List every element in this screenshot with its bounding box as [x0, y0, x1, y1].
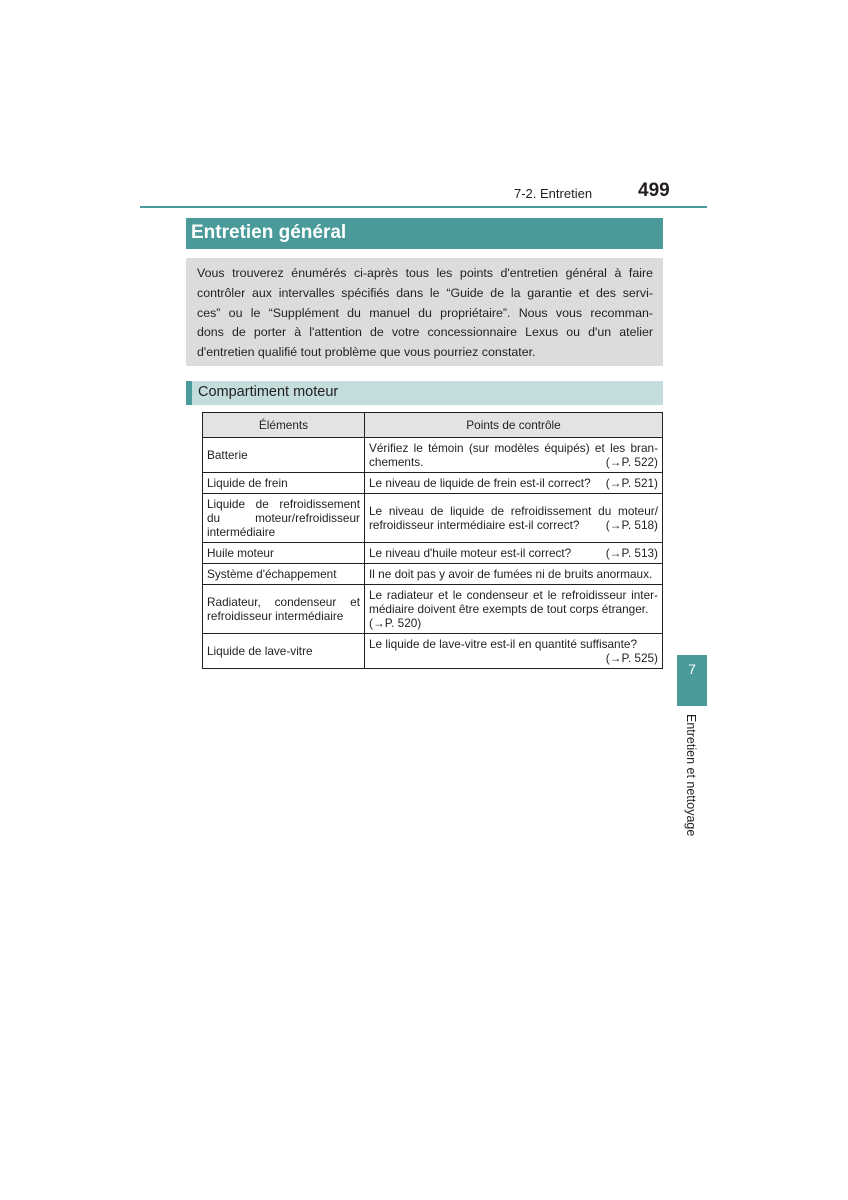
check-cell	[365, 438, 663, 473]
page-reference: (→P. 513)	[605, 546, 658, 560]
maintenance-table	[202, 412, 663, 669]
intro-line: contrôler aux intervalles spécifiés dans le “Guide de la garantie et des servi-	[197, 285, 653, 300]
check-line: Le radiateur et le condenseur et le refroidisseur inter-	[369, 588, 658, 602]
check-cell	[365, 494, 663, 543]
check-line: Le niveau d'huile moteur est-il correct?	[369, 546, 572, 560]
page-reference: (→P. 522)	[605, 455, 658, 469]
intro-line: ces” ou le “Supplément du manuel du propriétaire”. Nous vous recomman-	[197, 305, 653, 320]
table-row	[203, 438, 663, 473]
table-row	[203, 473, 663, 494]
section-title: Entretien général	[186, 218, 663, 249]
table-row	[203, 634, 663, 669]
intro-box	[186, 258, 663, 366]
check-cell	[365, 543, 663, 564]
page-reference: (→P. 521)	[605, 476, 658, 490]
item-cell	[203, 585, 365, 634]
item-line: du moteur/refroidisseur	[207, 511, 360, 525]
check-cell	[365, 473, 663, 494]
page-reference: (→P. 518)	[605, 518, 658, 532]
intro-paragraph	[197, 264, 653, 363]
check-cell	[365, 585, 663, 634]
item-cell: Système d'échappement	[203, 564, 365, 585]
table-row	[203, 494, 663, 543]
page-header-section: 7-2. Entretien	[514, 186, 593, 201]
check-line: Il ne doit pas y avoir de fumées ni de bruits anormaux.	[369, 567, 653, 581]
page-reference: (→P. 525)	[605, 651, 658, 665]
item-line: Liquide de refroidissement	[207, 497, 360, 511]
check-line: Le niveau de liquide de refroidissement du moteur/	[369, 504, 658, 518]
table-header-row	[203, 413, 663, 438]
column-header-elements: Éléments	[203, 413, 365, 438]
column-header-checks: Points de contrôle	[365, 413, 663, 438]
item-cell: Batterie	[203, 438, 365, 473]
item-cell: Liquide de lave-vitre	[203, 634, 365, 669]
item-cell: Liquide de frein	[203, 473, 365, 494]
item-line: Radiateur, condenseur et	[207, 595, 360, 609]
subheading: Compartiment moteur	[186, 381, 663, 405]
check-line: Le liquide de lave-vitre est-il en quantité suffisante?	[369, 637, 637, 651]
item-cell: Huile moteur	[203, 543, 365, 564]
chapter-tab: 7	[677, 655, 707, 706]
chapter-side-label: Entretien et nettoyage	[684, 714, 698, 837]
intro-line: d'entretien qualifié tout problème que vous pourriez constater.	[197, 345, 536, 360]
item-line: refroidisseur intermédiaire	[207, 609, 344, 623]
check-line: Le niveau de liquide de frein est-il correct?	[369, 476, 591, 490]
check-cell	[365, 634, 663, 669]
intro-line: Vous trouverez énumérés ci-après tous les points d'entretien général à faire	[197, 266, 653, 280]
page-number: 499	[638, 180, 670, 201]
header-rule	[140, 206, 707, 208]
check-line: refroidisseur intermédiaire est-il correct?	[369, 518, 580, 532]
item-line: intermédiaire	[207, 525, 276, 539]
table-row	[203, 585, 663, 634]
table-row	[203, 543, 663, 564]
item-cell	[203, 494, 365, 543]
check-line: médiaire doivent être exempts de tout corps étranger.	[369, 602, 649, 616]
check-cell	[365, 564, 663, 585]
intro-line: dons de porter à l'attention de votre concessionnaire Lexus ou d'un atelier	[197, 325, 653, 340]
page-reference: (→P. 520)	[369, 616, 422, 630]
check-line: Vérifiez le témoin (sur modèles équipés) et les bran-	[369, 441, 658, 455]
table-row	[203, 564, 663, 585]
check-line: chements.	[369, 455, 424, 469]
